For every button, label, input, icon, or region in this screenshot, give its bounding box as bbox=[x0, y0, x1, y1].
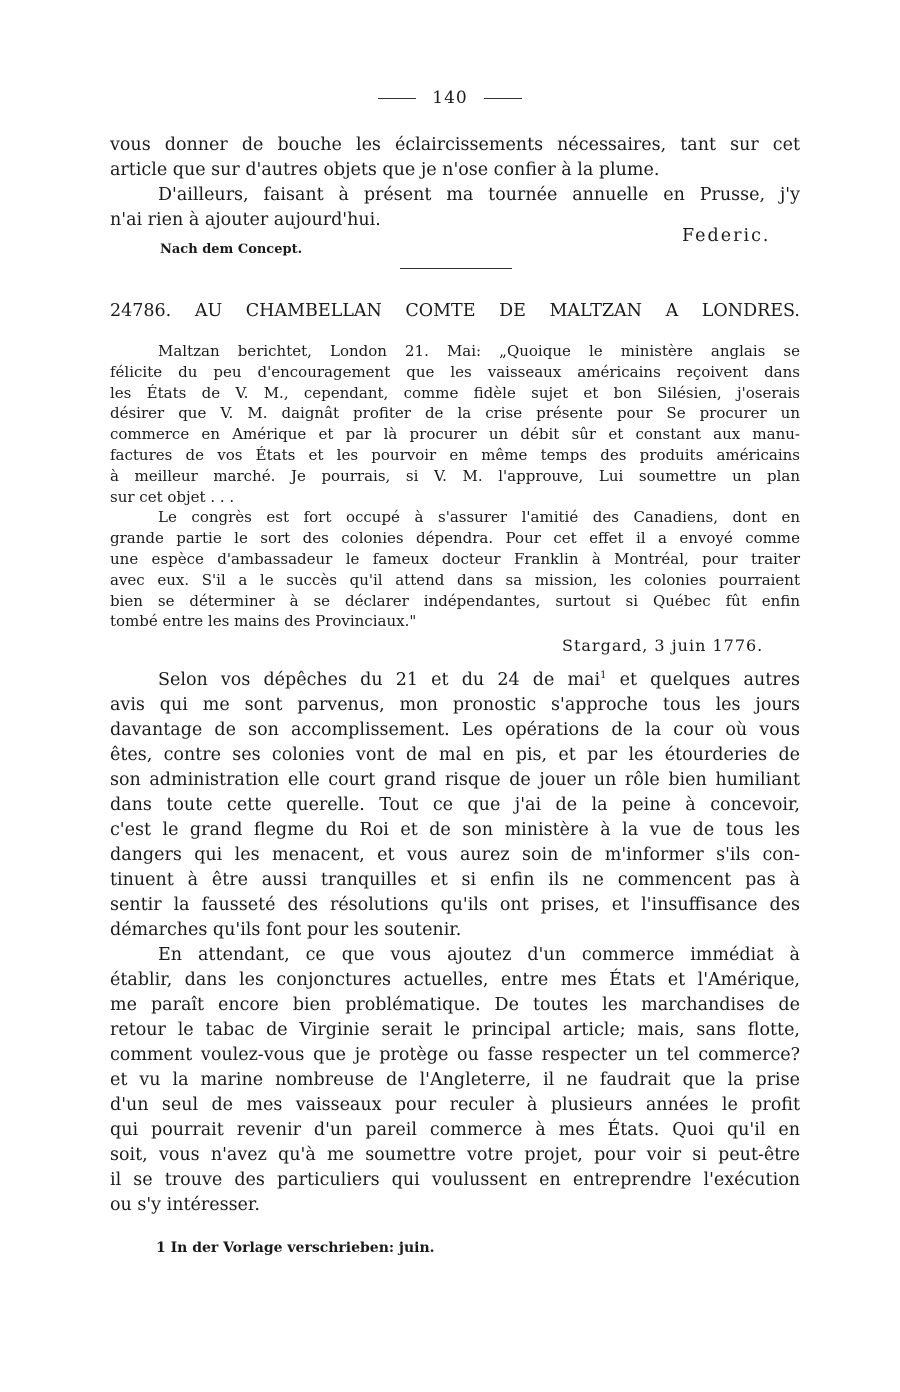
body-line: En attendant, ce que vous ajoutez d'un commerce immédiat à bbox=[158, 944, 800, 965]
body-line: retour le tabac de Virginie serait le principal article; mais, sans flotte, bbox=[110, 1019, 800, 1040]
body-line: êtes, contre ses colonies vont de mal en pis, et par les étourderies de bbox=[110, 744, 800, 765]
body-line: il se trouve des particuliers qui voulussent en entreprendre l'exécution bbox=[110, 1169, 800, 1190]
report-line: félicite du peu d'encouragement que les vaisseaux américains reçoivent dans bbox=[110, 362, 800, 381]
running-head-rule-right bbox=[484, 98, 522, 99]
body-line: d'un seul de mes vaisseaux pour reculer à plusieurs années le profit bbox=[110, 1094, 800, 1115]
report-line: les États de V. M., cependant, comme fidèle sujet et bon Silésien, j'oserais bbox=[110, 383, 800, 402]
text-line: article que sur d'autres objets que je n'ose confier à la plume. bbox=[110, 160, 660, 180]
footnote: 1 In der Vorlage verschrieben: juin. bbox=[156, 1240, 435, 1256]
report-line: commerce en Amérique et par là procurer un débit sûr et constant aux manu- bbox=[110, 425, 800, 444]
source-note: Nach dem Concept. bbox=[160, 242, 303, 257]
report-line: désirer que V. M. daignât profiter de la crise présente pour Se procurer un bbox=[110, 404, 800, 423]
body-line: ou s'y intéresser. bbox=[110, 1194, 260, 1215]
report-line: à meilleur marché. Je pourrais, si V. M. l'approuve, Lui soumettre un plan bbox=[110, 466, 800, 485]
section-divider bbox=[400, 268, 512, 269]
report-line: sur cet objet . . . bbox=[110, 487, 235, 506]
report-line: Maltzan berichtet, London 21. Mai: „Quoique le ministère anglais se bbox=[158, 342, 800, 360]
report-line: avec eux. S'il a le succès qu'il attend dans sa mission, les colonies pourraient bbox=[110, 570, 800, 589]
body-line: comment voulez-vous que je protège ou fasse respecter un tel commerce? bbox=[110, 1044, 800, 1065]
body-line: soit, vous n'avez qu'à me soumettre votre projet, pour voir si peut-être bbox=[110, 1144, 800, 1165]
running-head-rule-left bbox=[378, 98, 416, 99]
body-line-start: Selon vos dépêches du 21 et du 24 de mai bbox=[158, 669, 601, 690]
text-line: D'ailleurs, faisant à présent ma tournée annuelle en Prusse, j'y bbox=[158, 185, 800, 205]
report-line: grande partie le sort des colonies dépendra. Pour cet effet il a envoyé comme bbox=[110, 529, 800, 548]
body-line: dangers qui les menacent, et vous aurez soin de m'informer s'ils con- bbox=[110, 844, 800, 865]
body-line: dans toute cette querelle. Tout ce que j'ai de la peine à concevoir, bbox=[110, 794, 800, 815]
body-line: démarches qu'ils font pour les soutenir. bbox=[110, 919, 462, 940]
continued-text bbox=[110, 133, 800, 233]
body-line: c'est le grand flegme du Roi et de son ministère à la vue de tous les bbox=[110, 819, 800, 840]
footnote-marker: 1 bbox=[600, 670, 607, 681]
report-line: factures de vos États et les pourvoir en même temps des produits américains bbox=[110, 445, 800, 464]
letter-body bbox=[110, 663, 800, 1218]
body-line: tinuent à être aussi tranquilles et si enfin ils ne commencent pas à bbox=[110, 869, 800, 890]
page-number: 140 bbox=[432, 88, 468, 108]
body-line: établir, dans les conjonctures actuelles, entre mes États et l'Amérique, bbox=[110, 969, 800, 990]
body-line: qui pourrait revenir d'un pareil commerce à mes États. Quoi qu'il en bbox=[110, 1119, 800, 1140]
body-line-end: et quelques autres bbox=[606, 669, 800, 690]
text-line: vous donner de bouche les éclaircissements nécessaires, tant sur cet bbox=[110, 135, 800, 155]
body-line: et vu la marine nombreuse de l'Angleterre, il ne faudrait que la prise bbox=[110, 1069, 800, 1090]
body-line: son administration elle court grand risque de jouer un rôle bien humiliant bbox=[110, 769, 800, 790]
report-line: Le congrès est fort occupé à s'assurer l'amitié des Canadiens, dont en bbox=[158, 508, 800, 527]
report-line: tombé entre les mains des Provinciaux." bbox=[110, 612, 417, 631]
body-line: me paraît encore bien problématique. De toutes les marchandises de bbox=[110, 994, 800, 1015]
letter-heading: 24786. AU CHAMBELLAN COMTE DE MALTZAN A LONDRES. bbox=[110, 301, 800, 321]
body-line: avis qui me sont parvenus, mon pronostic s'approche tous les jours bbox=[110, 694, 800, 715]
body-line: sentir la fausseté des résolutions qu'ils ont prises, et l'insuffisance des bbox=[110, 894, 800, 915]
running-head bbox=[0, 88, 900, 108]
place-date: Stargard, 3 juin 1776. bbox=[562, 636, 764, 655]
text-line: n'ai rien à ajouter aujourd'hui. bbox=[110, 210, 381, 230]
report-summary bbox=[110, 341, 800, 632]
report-line: bien se déterminer à se déclarer indépendantes, surtout si Québec fût enfin bbox=[110, 591, 800, 610]
signature: Federic. bbox=[682, 226, 771, 246]
body-line: davantage de son accomplissement. Les opérations de la cour où vous bbox=[110, 719, 800, 740]
report-line: une espèce d'ambassadeur le fameux docteur Franklin à Montréal, pour traiter bbox=[110, 549, 800, 568]
body-line bbox=[110, 663, 800, 693]
